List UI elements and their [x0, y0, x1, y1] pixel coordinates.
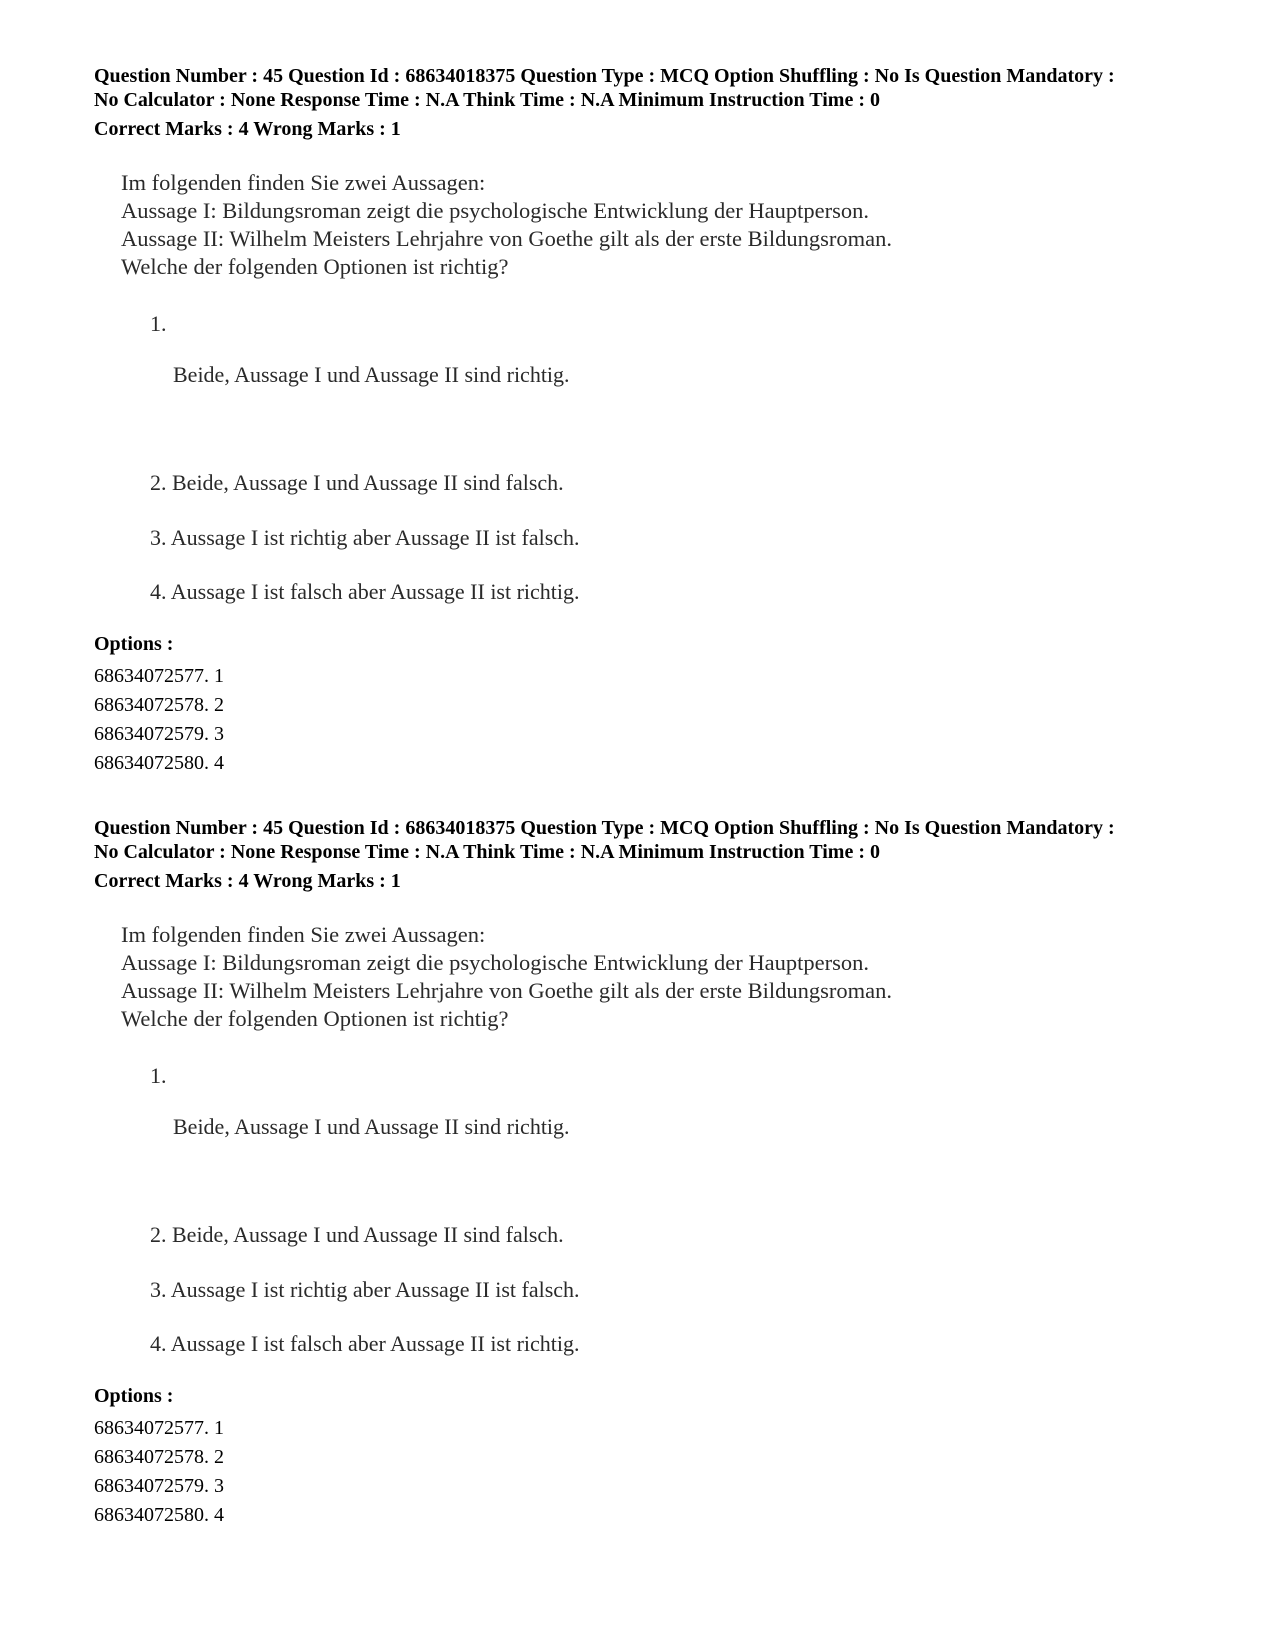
choice-text: Aussage I ist falsch aber Aussage II ist richtig. — [170, 579, 580, 604]
option-id-item: 68634072578. 2 — [94, 694, 224, 716]
choice-text: Beide, Aussage I und Aussage II sind falsch. — [172, 1222, 564, 1247]
question-meta-text: No Calculator : None Response Time : N.A Think Time : N.A Minimum Instruction Time : 0 — [94, 89, 880, 111]
choice-1-number: 1. — [150, 311, 167, 336]
choice-2 — [150, 1221, 564, 1249]
choice-1-number: 1. — [150, 1063, 167, 1088]
choice-4 — [150, 1330, 580, 1358]
option-id-item: 68634072577. 1 — [94, 665, 224, 687]
question-meta-text: No Calculator : None Response Time : N.A Think Time : N.A Minimum Instruction Time : 0 — [94, 841, 880, 863]
question-meta-text: Question Number : 45 Question Id : 68634018375 Question Type : MCQ Option Shuffling : No Is Question Mandatory : — [94, 817, 1115, 839]
options-heading: Options : — [94, 633, 174, 655]
choice-4 — [150, 578, 580, 606]
choice-1-text: Beide, Aussage I und Aussage II sind richtig. — [173, 1114, 570, 1139]
option-id-item: 68634072580. 4 — [94, 1504, 224, 1526]
option-id-item: 68634072577. 1 — [94, 1417, 224, 1439]
option-id-item: 68634072579. 3 — [94, 1475, 224, 1497]
option-id-list — [94, 662, 224, 778]
marks-line — [94, 869, 1224, 893]
option-id-item: 68634072580. 4 — [94, 752, 224, 774]
choice-text: Beide, Aussage I und Aussage II sind falsch. — [172, 470, 564, 495]
choice-number: 2. — [150, 470, 167, 495]
stem-line: Aussage II: Wilhelm Meisters Lehrjahre von Goethe gilt als der erste Bildungsroman. — [121, 978, 892, 1003]
option-id-list — [94, 1414, 224, 1530]
marks-text: Correct Marks : 4 Wrong Marks : 1 — [94, 118, 401, 140]
stem-line: Welche der folgenden Optionen ist richtig? — [121, 254, 509, 279]
choice-1-text: Beide, Aussage I und Aussage II sind richtig. — [173, 362, 570, 387]
marks-text: Correct Marks : 4 Wrong Marks : 1 — [94, 870, 401, 892]
choice-text: Aussage I ist richtig aber Aussage II ist falsch. — [170, 1277, 580, 1302]
stem-line: Aussage I: Bildungsroman zeigt die psychologische Entwicklung der Hauptperson. — [121, 198, 869, 223]
question-stem — [121, 921, 892, 1033]
choice-3 — [150, 1276, 580, 1304]
choice-number: 3. — [150, 525, 167, 550]
question-stem — [121, 169, 892, 281]
stem-line: Im folgenden finden Sie zwei Aussagen: — [121, 170, 486, 195]
question-meta-line-1 — [94, 816, 1224, 840]
stem-line: Welche der folgenden Optionen ist richtig? — [121, 1006, 509, 1031]
options-heading: Options : — [94, 1385, 174, 1407]
question-meta-text: Question Number : 45 Question Id : 68634018375 Question Type : MCQ Option Shuffling : No Is Question Mandatory : — [94, 65, 1115, 87]
stem-line: Im folgenden finden Sie zwei Aussagen: — [121, 922, 486, 947]
choice-number: 4. — [150, 1331, 167, 1356]
choice-2 — [150, 469, 564, 497]
choice-number: 3. — [150, 1277, 167, 1302]
question-meta-line-1 — [94, 64, 1224, 88]
option-id-item: 68634072578. 2 — [94, 1446, 224, 1468]
stem-line: Aussage II: Wilhelm Meisters Lehrjahre von Goethe gilt als der erste Bildungsroman. — [121, 226, 892, 251]
question-meta-line-2 — [94, 88, 1224, 112]
choice-3 — [150, 524, 580, 552]
choice-text: Aussage I ist richtig aber Aussage II ist falsch. — [170, 525, 580, 550]
choice-number: 2. — [150, 1222, 167, 1247]
choice-number: 4. — [150, 579, 167, 604]
marks-line — [94, 117, 1224, 141]
choice-text: Aussage I ist falsch aber Aussage II ist richtig. — [170, 1331, 580, 1356]
option-id-item: 68634072579. 3 — [94, 723, 224, 745]
stem-line: Aussage I: Bildungsroman zeigt die psychologische Entwicklung der Hauptperson. — [121, 950, 869, 975]
question-meta-line-2 — [94, 840, 1224, 864]
